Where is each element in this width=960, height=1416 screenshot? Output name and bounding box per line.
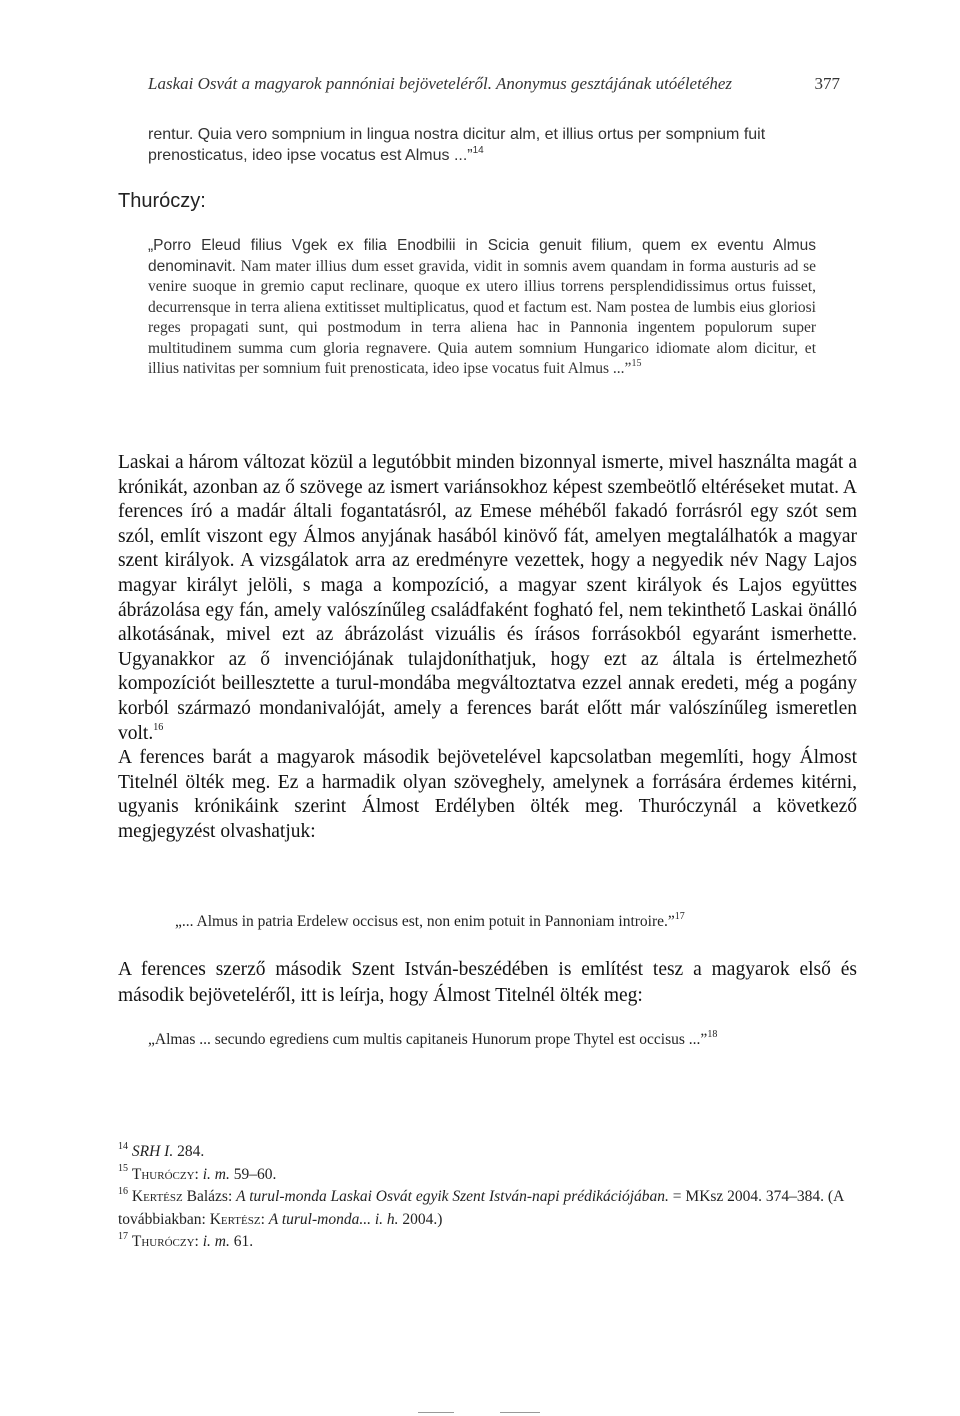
footnote-ref-18[interactable]: 18 [707, 1028, 718, 1040]
continued-quote [148, 124, 816, 166]
body-paragraph [118, 451, 857, 746]
footnote-detail: 59–60. [229, 1165, 277, 1183]
footnote-ref-14[interactable]: 14 [472, 144, 484, 156]
quote-text: „Almas ... secundo egrediens cum multis capitaneis Hunorum prope Thytel est occisus ...” [148, 1031, 708, 1048]
footnote-number: 14 [118, 1140, 128, 1152]
footnote-ref-17[interactable]: 17 [674, 910, 685, 922]
footnote-author: Kertész [131, 1188, 183, 1205]
block-quote-almas [148, 1029, 816, 1050]
quote-body: Nam mater illius dum esset gravida, vidit in somnis avem quandam in forma austuris ad se venire suoque in gremio caput reclinare, quoque ex utero illius torrens persplendidissimus ortus fuisset, decurrensque in terra aliena extitisset multiplicatus, quod et factum est. Nam postea de lumbis eius gloriosi reges propagati sunt, qui postmodum in terra aliena hac in Pannonia ingentem populorum super multitudinem summa cum gloria regnavere. Quia autem somnium Hungarico idiomate alom dicitur, et illius nativitas per somnium fuit prenosticata, ideo ipse vocatus fuit Almus ...” [148, 257, 816, 377]
footnote-detail: = MKsz 2004. 374–384. (A továbbiakban: [118, 1188, 844, 1228]
quote-opening: „Porro Eleud filius Vgek ex filia Enodbilii in Scicia genuit filium, quem ex eventu Almus denominavit. [148, 237, 816, 275]
footnote-ref-15[interactable]: 15 [631, 357, 642, 369]
body-paragraph: A ferences barát a magyarok második bejövetelével kapcsolatban megemlíti, hogy Álmost Titelnél ölték meg. Ez a harmadik olyan szöveghely, amelynek a forrására érdemes kitérni, ugyanis krónikáink szerint Álmost Erdélyben ölték meg. Thuróczynál a következő megjegyzést olvashatjuk: [118, 747, 857, 842]
continued-quote-text: rentur. Quia vero sompnium in lingua nostra dicitur alm, et illius ortus per sompnium fuit prenosticatus, ideo ipse vocatus est Almus ...” [148, 126, 766, 164]
footnote-detail: 2004.) [398, 1210, 443, 1228]
footnote-abbr: i. m. [202, 1233, 230, 1250]
footnote-given-name: Balázs: [182, 1188, 237, 1205]
footnote-15: $^{15}$ Thuróczy: i. m. 59–60. [118, 1163, 277, 1183]
footnote-short-title: A turul-monda... i. h. [268, 1210, 399, 1228]
footnote-14 [118, 1141, 858, 1164]
body-text-section-1 [118, 451, 857, 845]
footnote-detail: 61. [229, 1233, 254, 1250]
footnote-number: 15 [118, 1163, 128, 1175]
running-header [148, 74, 840, 94]
scan-artifact-line [418, 1412, 454, 1413]
footnote-detail: 284. [173, 1143, 205, 1160]
footnote-title: A turul-monda Laskai Osvát egyik Szent István-napi prédikációjában. [236, 1188, 669, 1205]
block-quote-thuroczy [148, 236, 816, 380]
footnote-17: $^{17}$ Thuróczy: i. m. 61. [118, 1230, 254, 1250]
running-title: Laskai Osvát a magyarok pannóniai bejöveteléről. Anonymus gesztájának utóéletéhez [148, 74, 733, 93]
footnote-ref-16[interactable]: 16 [153, 722, 164, 734]
source-label-thuroczy: Thuróczy: [118, 190, 206, 212]
footnote-author: Kertész [209, 1210, 261, 1228]
page-number: 377 [814, 74, 840, 93]
block-quote-erdelew [175, 912, 815, 932]
footnote-source: SRH I. [131, 1143, 174, 1160]
footnote-author: Thuróczy [131, 1165, 195, 1183]
footnote-number: 16 [118, 1185, 128, 1197]
footnotes [118, 1141, 858, 1254]
body-text-section-2 [118, 957, 857, 1009]
footnote-number: 17 [118, 1230, 128, 1242]
footnote-16: $^{16}$ Kertész Balázs: A turul-monda Laskai Osvát egyik Szent István-napi prédikációjában. = MKsz 2004. 374–384. (A továbbiakban: Kertész: A turul-monda... i. h. 2004.) [118, 1185, 844, 1228]
scan-artifact-line [500, 1412, 540, 1413]
footnote-abbr: i. m. [202, 1165, 230, 1183]
footnote-author: Thuróczy [131, 1233, 195, 1250]
quote-text: „... Almus in patria Erdelew occisus est, non enim potuit in Pannoniam introire.” [175, 913, 675, 930]
body-paragraph: A ferences szerző második Szent István-beszédében is említést tesz a magyarok első és második bejöveteléről, itt is leírja, hogy Álmost Titelnél ölték meg: [118, 959, 857, 1006]
paragraph-text: Laskai a három változat közül a legutóbbit minden bizonnyal ismerte, mivel használta magát a krónikát, azonban az ő szövege az ismert variánsokhoz képest szembeötlő eltéréseket mutat. A ferences író a madár általi fogantatásról, az Emese méhéből fakadó forrásról egy szót sem szól, említ viszont egy Álmos anyjának hasából kinövő fát, amelyen megtalálhatók a magyar szent királyok. A vizsgálatok arra az eredményre vezettek, hogy a negyedik név Nagy Lajos magyar királyt jelöli, s maga a kompozíció, a magyar szent királyok és Lajos együttes ábrázolása egy fán, amely valószínűleg családfaként fogható fel, nem tekinthető Laskai önálló alkotásának, mivel ezt az ábrázolást vizuális és írásos forrásokból egyaránt ismerhette. Ugyanakkor az ő invenciójának tulajdoníthatjuk, hogy ezt az általa is értelmezhető kompozíciót beillesztette a turul-mondába megváltoztatva ezzel annak eredeti, még a pogány korból származó mondanivalóját, amely a ferences barát előtt már valószínűleg ismeretlen volt. [118, 452, 857, 744]
